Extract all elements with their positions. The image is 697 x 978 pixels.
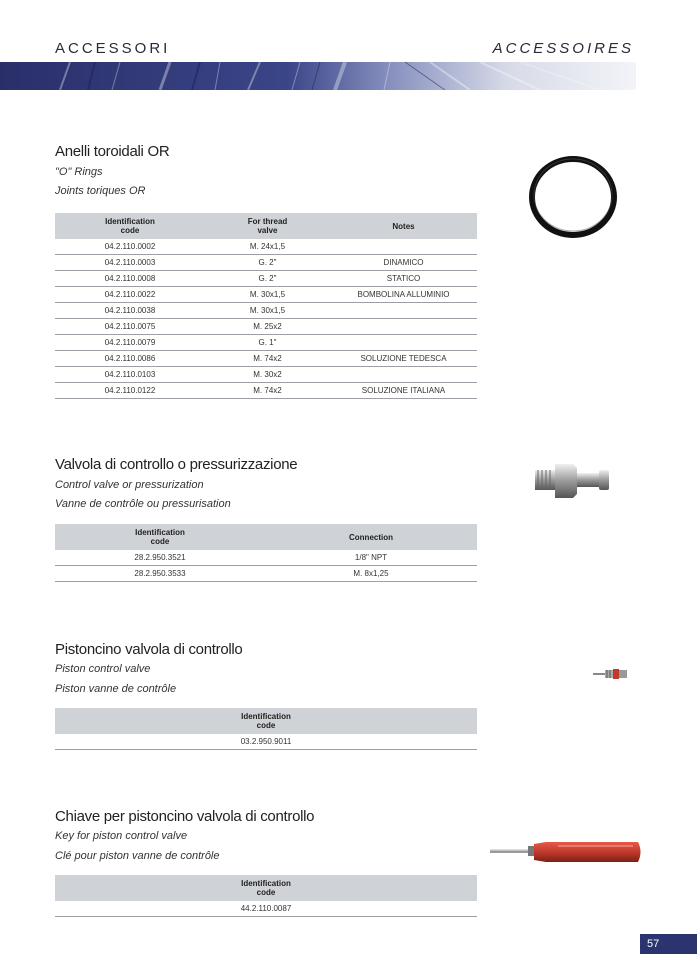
section-subtitle-fr: Clé pour piston vanne de contrôle — [55, 850, 220, 862]
header-title-it: ACCESSORI — [55, 40, 171, 57]
section-subtitle-en: Key for piston control valve — [55, 830, 188, 842]
table-cell: M. 74x2 — [205, 383, 330, 399]
header-banner — [0, 62, 636, 90]
table-cell: 04.2.110.0086 — [55, 351, 205, 367]
table-cell: SOLUZIONE TEDESCA — [330, 351, 477, 367]
table-row — [55, 335, 477, 351]
table-cell — [330, 319, 477, 335]
section-title-o-rings: Anelli toroidali OR — [55, 143, 170, 160]
table-cell — [330, 335, 477, 351]
column-header: Identification code — [55, 875, 477, 901]
table-cell: STATICO — [330, 271, 477, 287]
table-cell: M. 24x1,5 — [205, 239, 330, 255]
table-cell: M. 30x2 — [205, 367, 330, 383]
table-cell: 04.2.110.0075 — [55, 319, 205, 335]
table-cell: G. 2" — [205, 271, 330, 287]
section-subtitle-en: "O" Rings — [55, 166, 103, 178]
table-cell: 04.2.110.0002 — [55, 239, 205, 255]
column-header: For thread valve — [205, 213, 330, 239]
piston-key-table — [55, 875, 477, 917]
table-cell: 04.2.110.0079 — [55, 335, 205, 351]
piston-valve-image — [591, 666, 631, 682]
table-cell: G. 1" — [205, 335, 330, 351]
section-title-piston-key: Chiave per pistoncino valvola di controllo — [55, 808, 315, 825]
header-title-fr: ACCESSOIRES — [492, 40, 634, 57]
table-cell: 04.2.110.0022 — [55, 287, 205, 303]
piston-valve-table — [55, 708, 477, 750]
o-ring-image — [522, 150, 624, 244]
table-row — [55, 319, 477, 335]
table-row — [55, 287, 477, 303]
table-row — [55, 383, 477, 399]
table-row — [55, 351, 477, 367]
control-valve-table — [55, 524, 477, 582]
table-row — [55, 566, 477, 582]
table-cell: 28.2.950.3533 — [55, 566, 265, 582]
table-cell — [330, 367, 477, 383]
table-row — [55, 303, 477, 319]
table-cell: 04.2.110.0122 — [55, 383, 205, 399]
table-row — [55, 901, 477, 917]
table-cell — [330, 239, 477, 255]
table-cell: 04.2.110.0008 — [55, 271, 205, 287]
column-header: Identification code — [55, 213, 205, 239]
table-row — [55, 239, 477, 255]
table-cell: G. 2" — [205, 255, 330, 271]
table-row — [55, 255, 477, 271]
table-row — [55, 550, 477, 566]
table-cell: 1/8" NPT — [265, 550, 477, 566]
table-row — [55, 271, 477, 287]
section-subtitle-en: Control valve or pressurization — [55, 479, 204, 491]
table-cell: 04.2.110.0103 — [55, 367, 205, 383]
table-cell: DINAMICO — [330, 255, 477, 271]
table-cell: 04.2.110.0038 — [55, 303, 205, 319]
table-cell: SOLUZIONE ITALIANA — [330, 383, 477, 399]
column-header: Identification code — [55, 708, 477, 734]
column-header: Notes — [330, 213, 477, 239]
table-row — [55, 734, 477, 750]
control-valve-image — [533, 460, 613, 502]
section-title-control-valve: Valvola di controllo o pressurizzazione — [55, 456, 298, 473]
table-cell: 28.2.950.3521 — [55, 550, 265, 566]
table-cell: 44.2.110.0087 — [55, 901, 477, 917]
section-subtitle-fr: Joints toriques OR — [55, 185, 146, 197]
section-title-piston-valve: Pistoncino valvola di controllo — [55, 641, 243, 658]
table-cell: 04.2.110.0003 — [55, 255, 205, 271]
column-header: Connection — [265, 524, 477, 550]
screwdriver-key-image — [488, 834, 644, 870]
section-subtitle-fr: Piston vanne de contrôle — [55, 683, 177, 695]
table-cell: M. 25x2 — [205, 319, 330, 335]
table-cell: M. 8x1,25 — [265, 566, 477, 582]
o-rings-table — [55, 213, 477, 399]
table-cell: M. 30x1,5 — [205, 287, 330, 303]
table-cell — [330, 303, 477, 319]
table-cell: M. 74x2 — [205, 351, 330, 367]
section-subtitle-fr: Vanne de contrôle ou pressurisation — [55, 498, 231, 510]
page-number: 57 — [640, 934, 697, 954]
table-cell: M. 30x1,5 — [205, 303, 330, 319]
table-cell: BOMBOLINA ALLUMINIO — [330, 287, 477, 303]
section-subtitle-en: Piston control valve — [55, 663, 151, 675]
column-header: Identification code — [55, 524, 265, 550]
table-cell: 03.2.950.9011 — [55, 734, 477, 750]
table-row — [55, 367, 477, 383]
